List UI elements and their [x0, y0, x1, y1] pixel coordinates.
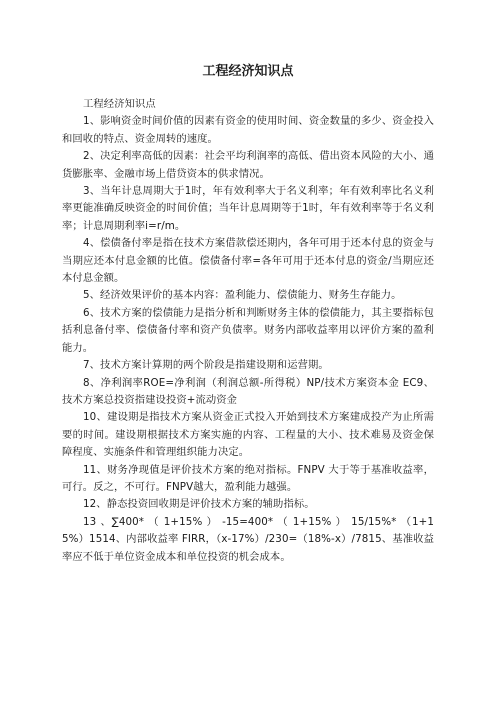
paragraph-5: 5、经济效果评价的基本内容：盈利能力、偿债能力、财务生存能力。: [83, 289, 402, 302]
paragraph-10: 10、建设期是指技术方案从资金正式投入开始到技术方案建成投产为止所需要的时间。建设期根据技术方案实施的内容、工程量的大小、技术难易及资金保障程度、实施条件和管理组织能力决定。: [62, 411, 434, 459]
document-subtitle: 工程经济知识点: [83, 98, 156, 110]
paragraph-6: 6、技术方案的偿债能力是指分析和判断财务主体的偿债能力，其主要指标包括利息备付率、偿债备付率和资产负债率。财务内部收益率用以评价方案的盈利能力。: [62, 306, 434, 354]
paragraph-11: 11、财务净现值是评价技术方案的绝对指标。FNPV 大于等于基准收益率，可行。反之，不可行。FNPV越大，盈利能力越强。: [62, 463, 434, 493]
paragraph-1: 1、影响资金时间价值的因素有资金的使用时间、资金数量的多少、资金投入和回收的特点、资金周转的速度。: [62, 115, 434, 145]
document-title: 工程经济知识点: [202, 64, 294, 79]
paragraph-12: 12、静态投资回收期是评价技术方案的辅助指标。: [83, 498, 315, 511]
document-body: [62, 96, 434, 566]
paragraph-13: 13 、∑400* （ 1+15% ） -15=400* （ 1+15% ） 15/15%* （1+15%）1514、内部收益率 FIRR，（x-17%）/230=（18%-x）/7815、基准收益率应不低于单位资金成本和单位投资的机会成本。: [62, 515, 434, 563]
paragraph-7: 7、技术方案计算期的两个阶段是指建设期和运营期。: [83, 359, 329, 372]
paragraph-4: 4、偿债备付率是指在技术方案借款偿还期内，各年可用于还本付息的资金与当期应还本付息金额的比值。偿债备付率=各年可用于还本付息的资金/当期应还本付息金额。: [62, 237, 434, 285]
paragraph-8: 8、净利润率ROE=净利润（利润总额-所得税）NP/技术方案资本金 EC9、技术方案总投资指建设投资+流动资金: [62, 376, 434, 406]
paragraph-3: 3、当年计息周期大于1时，年有效利率大于名义利率；年有效利率比名义利率更能准确反映资金的时间价值；当年计息周期等于1时，年有效利率等于名义利率；计息周期利率i=r/m。: [62, 185, 434, 232]
paragraph-2: 2、决定利率高低的因素：社会平均利润率的高低、借出资本风险的大小、通货膨胀率、金融市场上借贷资本的供求情况。: [62, 150, 434, 180]
